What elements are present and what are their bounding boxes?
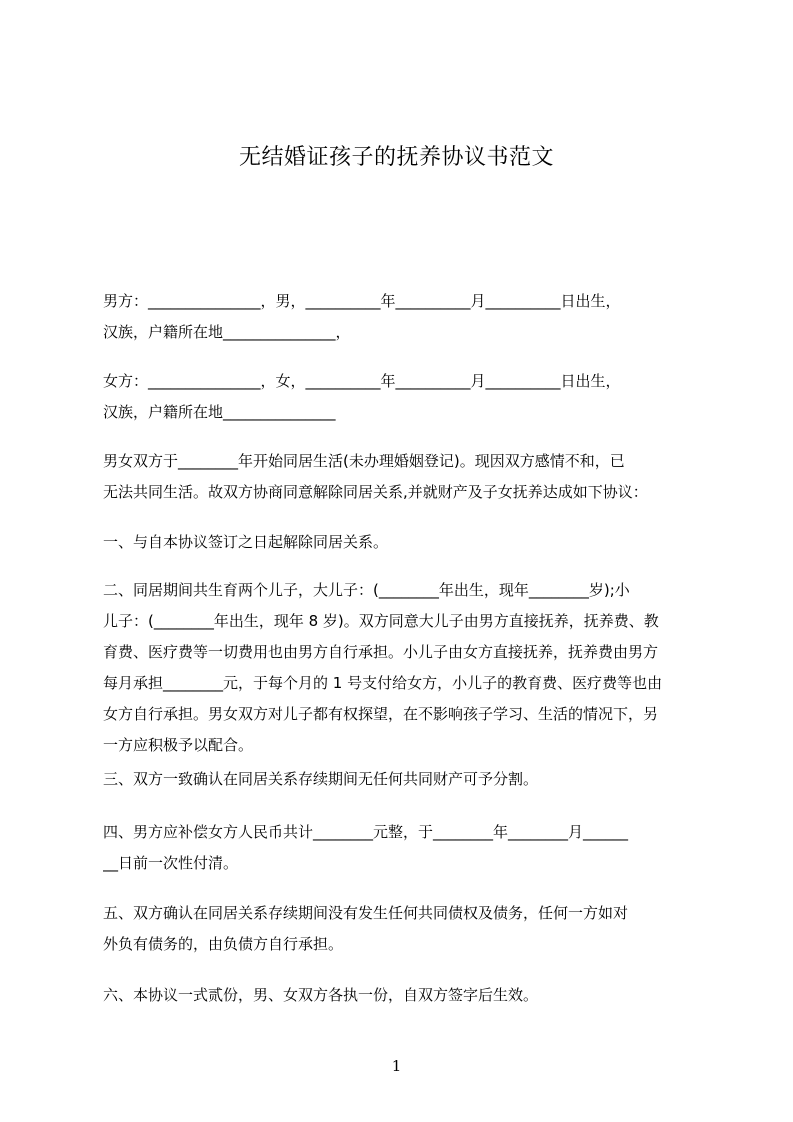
text-line: 汉族，户籍所在地_______________， (103, 323, 351, 341)
paragraph-clause-3 (103, 764, 695, 795)
text-line: 汉族，户籍所在地_______________ (103, 403, 336, 421)
text-line: 四、男方应补偿女方人民币共计________元整，于________年________月______ (103, 823, 629, 841)
paragraph-clause-1 (103, 527, 695, 558)
text-line: 五、双方确认在同居关系存续期间没有发生任何共同债权及债务，任何一方如对 (103, 904, 629, 922)
paragraph-clause-6 (103, 980, 695, 1011)
text-line: 一方应积极予以配合。 (103, 736, 254, 754)
text-line: 男女双方于________年开始同居生活(未办理婚姻登记)。现因双方感情不和，已 (103, 452, 625, 470)
paragraph-male-party (103, 286, 695, 348)
text-line: 六、本协议一式贰份，男、女双方各执一份，自双方签字后生效。 (103, 986, 539, 1004)
paragraph-clause-4 (103, 817, 695, 879)
text-line: 儿子：(________年出生，现年 8 岁)。双方同意大儿子由男方直接抚养，抚养费、教 (103, 612, 659, 630)
text-line: 二、同居期间共生育两个儿子，大儿子：(________年出生，现年________岁);小 (103, 581, 630, 599)
page-number: 1 (391, 1057, 402, 1075)
text-line: 女方：_______________，女，__________年__________月__________日出生， (103, 372, 621, 390)
paragraph-clause-2 (103, 575, 695, 761)
text-line: 女方自行承担。男女双方对儿子都有权探望，在不影响孩子学习、生活的情况下，另 (103, 705, 659, 723)
text-line: 一、与自本协议签订之日起解除同居关系。 (103, 533, 389, 551)
text-line: 每月承担________元，于每个月的 1 号支付给女方，小儿子的教育费、医疗费等也由 (103, 674, 663, 692)
text-line: 男方：_______________，男，__________年__________月__________日出生， (103, 292, 621, 310)
paragraph-clause-5 (103, 898, 695, 960)
text-line: 育费、医疗费等一切费用也由男方自行承担。小儿子由女方直接抚养，抚养费由男方 (103, 643, 659, 661)
document-title: 无结婚证孩子的抚养协议书范文 (238, 145, 554, 170)
text-line: 三、双方一致确认在同居关系存续期间无任何共同财产可予分割。 (103, 770, 539, 788)
text-line: 外负有债务的，由负债方自行承担。 (103, 935, 344, 953)
text-line: __日前一次性付清。 (103, 854, 239, 872)
text-line: 无法共同生活。故双方协商同意解除同居关系,并就财产及子女抚养达成如下协议： (103, 483, 648, 501)
paragraph-cohabitation-intro (103, 446, 695, 508)
paragraph-female-party (103, 366, 695, 428)
